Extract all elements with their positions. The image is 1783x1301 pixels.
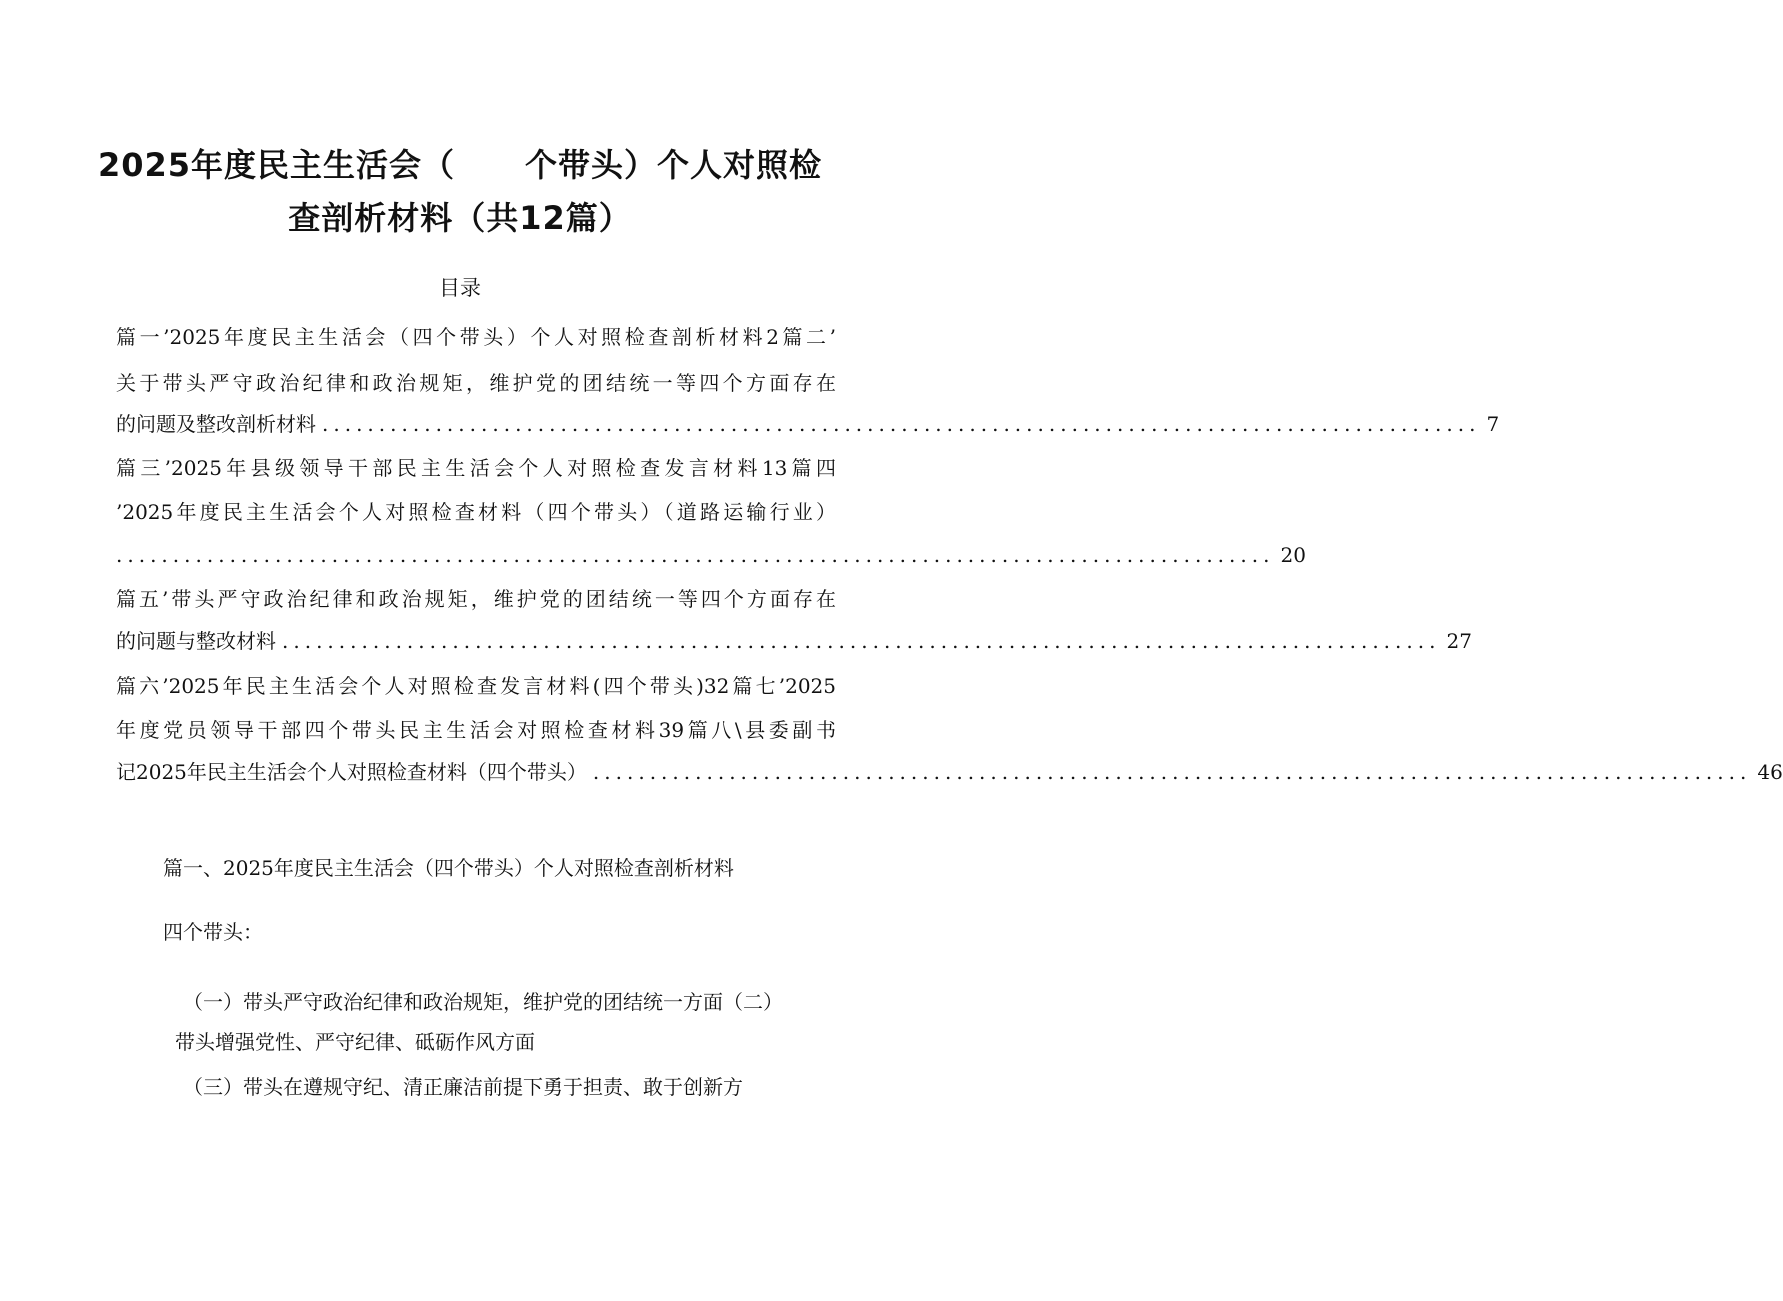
- toc-entry-text: 的问题与整改材料: [116, 629, 276, 653]
- title-part-1: 2025年度民主生活会（: [97, 146, 456, 184]
- toc-line: 关于带头严守政治纪律和政治规矩，维护党的团结统一等四个方面存在: [116, 371, 836, 395]
- section-heading: 篇一、2025年度民主生活会（四个带头）个人对照检查剖析材料: [163, 856, 734, 880]
- toc-leader-dots: ......................................................................................................: [592, 760, 1752, 784]
- title-part-2: 个带头）个人对照检: [525, 146, 823, 184]
- toc-entry-row[interactable]: [116, 541, 1306, 569]
- toc-entry-text: 的问题及整改剖析材料: [116, 412, 316, 436]
- toc-entry-row[interactable]: [116, 758, 1783, 786]
- toc-line: 篇五’带头严守政治纪律和政治规矩，维护党的团结统一等四个方面存在: [116, 587, 836, 611]
- body-paragraph: 带头增强党性、严守纪律、砥砺作风方面: [175, 1030, 535, 1054]
- toc-line: ’2025年度民主生活会个人对照检查材料（四个带头）（道路运输行业）: [116, 500, 836, 524]
- toc-page-number: 27: [1446, 629, 1472, 653]
- toc-entry-text: 记2025年民主生活会个人对照检查材料（四个带头）: [116, 760, 587, 784]
- toc-line: 年度党员领导干部四个带头民主生活会对照检查材料39篇八\县委副书: [116, 718, 836, 742]
- toc-leader-dots: ......................................................................................................: [322, 412, 1481, 436]
- toc-entry-row[interactable]: [116, 410, 1500, 438]
- document-title-line-1: [80, 140, 840, 186]
- body-paragraph-label: 四个带头：: [163, 920, 263, 944]
- document-title-line-2: 查剖析材料（共12篇）: [288, 199, 632, 237]
- toc-line: 篇三’2025年县级领导干部民主生活会个人对照检查发言材料13篇四: [116, 456, 836, 480]
- toc-page-number: 46: [1757, 760, 1783, 784]
- body-paragraph: （一）带头严守政治纪律和政治规矩，维护党的团结统一方面（二）: [183, 990, 783, 1014]
- body-paragraph: （三）带头在遵规守纪、清正廉洁前提下勇于担责、敢于创新方: [183, 1075, 743, 1099]
- toc-line: 篇六’2025年民主生活会个人对照检查发言材料(四个带头)32篇七’2025: [116, 674, 836, 698]
- toc-page-number: 7: [1486, 412, 1500, 436]
- toc-heading: 目录: [439, 276, 481, 300]
- toc-leader-dots: ......................................................................................................: [282, 629, 1441, 653]
- toc-page-number: 20: [1280, 543, 1306, 567]
- toc-line: 篇一’2025年度民主生活会（四个带头）个人对照检查剖析材料2篇二’: [116, 325, 836, 349]
- toc-leader-dots: ......................................................................................................: [116, 543, 1275, 567]
- toc-entry-row[interactable]: [116, 627, 1472, 655]
